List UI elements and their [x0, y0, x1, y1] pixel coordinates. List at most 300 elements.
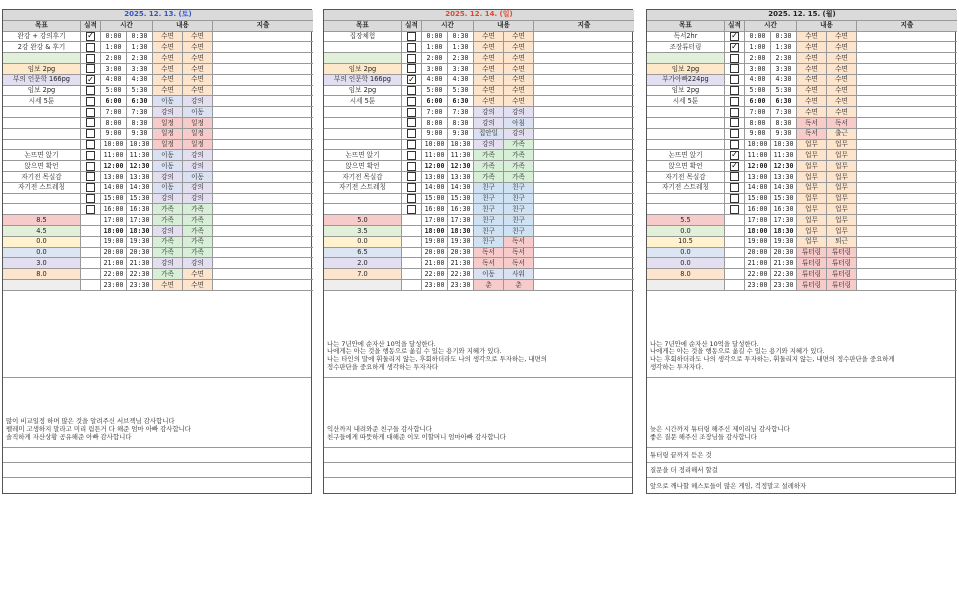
goal-cell[interactable]	[324, 140, 402, 151]
activity-cell[interactable]: 수면	[797, 75, 827, 86]
expense-cell[interactable]	[213, 204, 313, 215]
activity-cell[interactable]: 가족	[153, 237, 183, 248]
expense-cell[interactable]	[534, 269, 634, 280]
activity-cell[interactable]: 튜터링	[827, 258, 857, 269]
review-line[interactable]: 질문을 더 정리해서 할걸	[647, 463, 955, 478]
activity-cell[interactable]: 수면	[827, 64, 857, 75]
activity-cell[interactable]: 업무	[827, 140, 857, 151]
goal-cell[interactable]: 임보 2pg	[3, 86, 81, 97]
expense-cell[interactable]	[534, 194, 634, 205]
activity-cell[interactable]: 친구	[504, 183, 534, 194]
goal-cell[interactable]	[324, 53, 402, 64]
goal-cell[interactable]	[3, 280, 81, 291]
activity-cell[interactable]: 친구	[504, 215, 534, 226]
activity-cell[interactable]: 가족	[504, 172, 534, 183]
activity-cell[interactable]: 수면	[504, 42, 534, 53]
activity-cell[interactable]: 강의	[183, 161, 213, 172]
activity-cell[interactable]: 업무	[797, 150, 827, 161]
review-line[interactable]	[3, 448, 311, 463]
activity-cell[interactable]: 일정	[153, 140, 183, 151]
expense-cell[interactable]	[534, 183, 634, 194]
activity-cell[interactable]: 가족	[153, 248, 183, 259]
activity-cell[interactable]: 업무	[797, 215, 827, 226]
expense-cell[interactable]	[857, 150, 957, 161]
expense-cell[interactable]	[213, 269, 313, 280]
checkbox[interactable]	[86, 172, 95, 181]
checkbox[interactable]	[86, 54, 95, 63]
goal-cell[interactable]: 부가아빠224pg	[647, 75, 725, 86]
activity-cell[interactable]: 업무	[797, 194, 827, 205]
activity-cell[interactable]: 독서	[474, 258, 504, 269]
expense-cell[interactable]	[857, 118, 957, 129]
activity-cell[interactable]: 수면	[797, 53, 827, 64]
activity-cell[interactable]: 이동	[153, 161, 183, 172]
expense-cell[interactable]	[534, 42, 634, 53]
checkbox[interactable]	[730, 108, 739, 117]
goal-cell[interactable]	[324, 204, 402, 215]
expense-cell[interactable]	[857, 129, 957, 140]
expense-cell[interactable]	[534, 32, 634, 43]
activity-cell[interactable]: 일정	[153, 129, 183, 140]
checkbox[interactable]	[730, 54, 739, 63]
goal-cell[interactable]: 임보 2pg	[3, 64, 81, 75]
activity-cell[interactable]: 수면	[183, 269, 213, 280]
goal-cell[interactable]	[324, 194, 402, 205]
checkbox[interactable]	[407, 151, 416, 160]
checkbox[interactable]	[730, 86, 739, 95]
expense-cell[interactable]	[857, 107, 957, 118]
expense-cell[interactable]	[213, 118, 313, 129]
expense-cell[interactable]	[534, 53, 634, 64]
expense-cell[interactable]	[534, 258, 634, 269]
checkbox[interactable]	[86, 86, 95, 95]
checkbox[interactable]	[407, 108, 416, 117]
checkbox[interactable]	[86, 43, 95, 52]
checkbox[interactable]	[86, 151, 95, 160]
expense-cell[interactable]	[857, 269, 957, 280]
review-line[interactable]: 튜터링 끝까지 듣은 것	[647, 448, 955, 463]
activity-cell[interactable]: 수면	[474, 75, 504, 86]
activity-cell[interactable]: 수면	[153, 86, 183, 97]
goal-cell[interactable]: 시세 5툰	[3, 96, 81, 107]
activity-cell[interactable]: 친구	[474, 237, 504, 248]
checkbox[interactable]	[86, 64, 95, 73]
goal-cell[interactable]: 완강 + 강의후기	[3, 32, 81, 43]
activity-cell[interactable]: 수면	[504, 75, 534, 86]
goal-cell[interactable]	[647, 118, 725, 129]
activity-cell[interactable]: 업무	[827, 226, 857, 237]
activity-cell[interactable]: 튜터링	[797, 258, 827, 269]
checkbox[interactable]	[730, 205, 739, 214]
activity-cell[interactable]: 수면	[827, 32, 857, 43]
activity-cell[interactable]: 수면	[797, 107, 827, 118]
gratitude-note[interactable]	[3, 378, 311, 448]
goal-cell[interactable]: 3.0	[3, 258, 81, 269]
activity-cell[interactable]: 친구	[474, 194, 504, 205]
goal-cell[interactable]	[324, 280, 402, 291]
expense-cell[interactable]	[534, 215, 634, 226]
expense-cell[interactable]	[534, 107, 634, 118]
expense-cell[interactable]	[857, 215, 957, 226]
goal-cell[interactable]: 자기전 스트레칭	[647, 183, 725, 194]
activity-cell[interactable]: 가족	[183, 248, 213, 259]
activity-cell[interactable]: 이동	[474, 269, 504, 280]
expense-cell[interactable]	[857, 140, 957, 151]
expense-cell[interactable]	[213, 248, 313, 259]
checkbox[interactable]	[407, 194, 416, 203]
expense-cell[interactable]	[534, 161, 634, 172]
checkbox[interactable]	[730, 140, 739, 149]
expense-cell[interactable]	[857, 248, 957, 259]
expense-cell[interactable]	[213, 161, 313, 172]
goal-cell[interactable]: 4.5	[3, 226, 81, 237]
expense-cell[interactable]	[534, 96, 634, 107]
expense-cell[interactable]	[213, 75, 313, 86]
activity-cell[interactable]: 가족	[474, 161, 504, 172]
activity-cell[interactable]: 업무	[827, 150, 857, 161]
checkbox[interactable]	[407, 172, 416, 181]
activity-cell[interactable]: 튜터링	[797, 248, 827, 259]
activity-cell[interactable]: 업무	[797, 183, 827, 194]
review-line[interactable]	[324, 448, 632, 463]
checkbox[interactable]: ✓	[731, 161, 738, 171]
checkbox[interactable]	[407, 183, 416, 192]
activity-cell[interactable]: 독서	[827, 118, 857, 129]
activity-cell[interactable]: 튜터링	[797, 269, 827, 280]
activity-cell[interactable]: 이동	[153, 183, 183, 194]
goal-cell[interactable]: 2.0	[324, 258, 402, 269]
expense-cell[interactable]	[857, 53, 957, 64]
activity-cell[interactable]: 수면	[504, 53, 534, 64]
goal-cell[interactable]	[3, 118, 81, 129]
activity-cell[interactable]: 강의	[153, 172, 183, 183]
activity-cell[interactable]: 수면	[504, 86, 534, 97]
checkbox[interactable]	[407, 54, 416, 63]
activity-cell[interactable]: 가족	[183, 204, 213, 215]
activity-cell[interactable]: 독서	[504, 237, 534, 248]
goal-cell[interactable]: 자기전 목실감	[3, 172, 81, 183]
checkbox[interactable]	[407, 86, 416, 95]
goal-cell[interactable]: 논뜨면 앉기	[3, 150, 81, 161]
affirmation-note[interactable]	[3, 291, 311, 378]
goal-cell[interactable]: 집장체험	[324, 32, 402, 43]
activity-cell[interactable]: 독서	[504, 258, 534, 269]
activity-cell[interactable]: 수면	[153, 53, 183, 64]
expense-cell[interactable]	[857, 237, 957, 248]
goal-cell[interactable]: 0.0	[647, 248, 725, 259]
expense-cell[interactable]	[534, 280, 634, 291]
activity-cell[interactable]: 일정	[183, 118, 213, 129]
expense-cell[interactable]	[213, 280, 313, 291]
activity-cell[interactable]: 수면	[153, 42, 183, 53]
expense-cell[interactable]	[213, 86, 313, 97]
goal-cell[interactable]: 시세 5툰	[324, 96, 402, 107]
checkbox[interactable]	[86, 97, 95, 106]
activity-cell[interactable]: 튜터링	[827, 269, 857, 280]
expense-cell[interactable]	[534, 172, 634, 183]
activity-cell[interactable]: 수면	[183, 86, 213, 97]
activity-cell[interactable]: 수면	[827, 96, 857, 107]
checkbox[interactable]	[86, 129, 95, 138]
expense-cell[interactable]	[213, 226, 313, 237]
goal-cell[interactable]: 앉으면 확언	[3, 161, 81, 172]
activity-cell[interactable]: 업무	[827, 194, 857, 205]
goal-cell[interactable]: 8.0	[3, 269, 81, 280]
activity-cell[interactable]: 강의	[474, 140, 504, 151]
review-line[interactable]	[324, 478, 632, 493]
activity-cell[interactable]: 가족	[474, 150, 504, 161]
activity-cell[interactable]: 강의	[153, 258, 183, 269]
checkbox[interactable]	[407, 64, 416, 73]
expense-cell[interactable]	[213, 53, 313, 64]
goal-cell[interactable]	[647, 280, 725, 291]
activity-cell[interactable]: 친구	[474, 215, 504, 226]
checkbox[interactable]	[407, 140, 416, 149]
checkbox[interactable]	[730, 183, 739, 192]
activity-cell[interactable]: 수면	[797, 42, 827, 53]
activity-cell[interactable]: 수면	[797, 32, 827, 43]
activity-cell[interactable]: 강의	[153, 226, 183, 237]
activity-cell[interactable]: 수면	[827, 107, 857, 118]
activity-cell[interactable]: 업무	[797, 161, 827, 172]
expense-cell[interactable]	[534, 150, 634, 161]
checkbox[interactable]: ✓	[87, 74, 94, 84]
activity-cell[interactable]: 가족	[183, 226, 213, 237]
activity-cell[interactable]: 친구	[504, 194, 534, 205]
checkbox[interactable]	[86, 205, 95, 214]
checkbox[interactable]	[730, 129, 739, 138]
activity-cell[interactable]: 친구	[474, 226, 504, 237]
checkbox[interactable]: ✓	[731, 42, 738, 52]
expense-cell[interactable]	[857, 204, 957, 215]
activity-cell[interactable]: 강의	[183, 183, 213, 194]
goal-cell[interactable]	[3, 107, 81, 118]
expense-cell[interactable]	[534, 237, 634, 248]
goal-cell[interactable]	[324, 42, 402, 53]
activity-cell[interactable]: 수면	[797, 64, 827, 75]
checkbox[interactable]	[86, 162, 95, 171]
expense-cell[interactable]	[534, 204, 634, 215]
activity-cell[interactable]: 튜터링	[827, 248, 857, 259]
goal-cell[interactable]: 임보 2pg	[324, 64, 402, 75]
activity-cell[interactable]: 가족	[153, 269, 183, 280]
checkbox[interactable]	[86, 194, 95, 203]
activity-cell[interactable]: 수면	[183, 53, 213, 64]
expense-cell[interactable]	[534, 75, 634, 86]
expense-cell[interactable]	[213, 237, 313, 248]
checkbox[interactable]	[730, 64, 739, 73]
expense-cell[interactable]	[857, 194, 957, 205]
activity-cell[interactable]: 수면	[797, 96, 827, 107]
goal-cell[interactable]: 3.5	[324, 226, 402, 237]
expense-cell[interactable]	[857, 258, 957, 269]
expense-cell[interactable]	[213, 258, 313, 269]
gratitude-note[interactable]	[647, 378, 955, 448]
activity-cell[interactable]: 강의	[183, 96, 213, 107]
checkbox[interactable]	[407, 118, 416, 127]
activity-cell[interactable]: 출근	[827, 129, 857, 140]
goal-cell[interactable]	[324, 107, 402, 118]
goal-cell[interactable]: 임보 2pg	[647, 86, 725, 97]
expense-cell[interactable]	[857, 183, 957, 194]
activity-cell[interactable]: 독서	[504, 248, 534, 259]
checkbox[interactable]	[407, 205, 416, 214]
activity-cell[interactable]: 수면	[797, 86, 827, 97]
activity-cell[interactable]: 아침	[504, 118, 534, 129]
expense-cell[interactable]	[534, 118, 634, 129]
checkbox[interactable]: ✓	[731, 31, 738, 41]
checkbox[interactable]	[730, 97, 739, 106]
gratitude-note[interactable]	[324, 378, 632, 448]
activity-cell[interactable]: 수면	[153, 64, 183, 75]
goal-cell[interactable]: 임보 2pg	[324, 86, 402, 97]
expense-cell[interactable]	[213, 107, 313, 118]
expense-cell[interactable]	[534, 140, 634, 151]
activity-cell[interactable]: 업무	[797, 172, 827, 183]
expense-cell[interactable]	[857, 42, 957, 53]
goal-cell[interactable]	[647, 107, 725, 118]
activity-cell[interactable]: 수면	[153, 280, 183, 291]
goal-cell[interactable]: 시세 5툰	[647, 96, 725, 107]
activity-cell[interactable]: 업무	[827, 183, 857, 194]
activity-cell[interactable]: 업무	[827, 204, 857, 215]
goal-cell[interactable]: 2강 완강 & 후기	[3, 42, 81, 53]
activity-cell[interactable]: 수면	[183, 75, 213, 86]
goal-cell[interactable]: 논뜨면 앉기	[324, 150, 402, 161]
expense-cell[interactable]	[534, 248, 634, 259]
activity-cell[interactable]: 수면	[504, 96, 534, 107]
goal-cell[interactable]: 8.5	[3, 215, 81, 226]
goal-cell[interactable]	[3, 140, 81, 151]
expense-cell[interactable]	[534, 129, 634, 140]
goal-cell[interactable]: 독서2hr	[647, 32, 725, 43]
checkbox[interactable]: ✓	[731, 150, 738, 160]
activity-cell[interactable]: 독서	[797, 129, 827, 140]
activity-cell[interactable]: 수면	[183, 32, 213, 43]
activity-cell[interactable]: 강의	[183, 258, 213, 269]
checkbox[interactable]	[407, 32, 416, 41]
checkbox[interactable]	[730, 172, 739, 181]
goal-cell[interactable]: 임보 2pg	[647, 64, 725, 75]
activity-cell[interactable]: 가족	[153, 204, 183, 215]
checkbox[interactable]	[86, 140, 95, 149]
activity-cell[interactable]: 튜터링	[797, 280, 827, 291]
activity-cell[interactable]: 이동	[183, 107, 213, 118]
activity-cell[interactable]: 수면	[474, 32, 504, 43]
activity-cell[interactable]: 수면	[827, 53, 857, 64]
expense-cell[interactable]	[213, 215, 313, 226]
goal-cell[interactable]	[324, 118, 402, 129]
activity-cell[interactable]: 수면	[474, 42, 504, 53]
activity-cell[interactable]: 업무	[797, 204, 827, 215]
goal-cell[interactable]	[647, 204, 725, 215]
goal-cell[interactable]: 자기전 스트레칭	[324, 183, 402, 194]
expense-cell[interactable]	[857, 161, 957, 172]
goal-cell[interactable]: 조장튜터링	[647, 42, 725, 53]
checkbox[interactable]: ✓	[87, 31, 94, 41]
activity-cell[interactable]: 가족	[183, 237, 213, 248]
goal-cell[interactable]: 0.0	[3, 237, 81, 248]
checkbox[interactable]	[86, 183, 95, 192]
expense-cell[interactable]	[857, 86, 957, 97]
expense-cell[interactable]	[857, 64, 957, 75]
checkbox[interactable]	[730, 194, 739, 203]
goal-cell[interactable]	[647, 129, 725, 140]
expense-cell[interactable]	[857, 32, 957, 43]
expense-cell[interactable]	[213, 140, 313, 151]
checkbox[interactable]	[86, 118, 95, 127]
activity-cell[interactable]: 업무	[797, 140, 827, 151]
expense-cell[interactable]	[857, 280, 957, 291]
checkbox[interactable]: ✓	[408, 74, 415, 84]
activity-cell[interactable]: 업무	[827, 172, 857, 183]
activity-cell[interactable]: 이동	[183, 172, 213, 183]
activity-cell[interactable]: 춘	[474, 280, 504, 291]
affirmation-note[interactable]	[324, 291, 632, 378]
expense-cell[interactable]	[857, 172, 957, 183]
activity-cell[interactable]: 독서	[797, 118, 827, 129]
activity-cell[interactable]: 수면	[474, 86, 504, 97]
activity-cell[interactable]: 친구	[474, 183, 504, 194]
activity-cell[interactable]: 수면	[153, 32, 183, 43]
activity-cell[interactable]: 수면	[183, 64, 213, 75]
goal-cell[interactable]	[3, 204, 81, 215]
review-line[interactable]	[3, 478, 311, 493]
expense-cell[interactable]	[213, 96, 313, 107]
goal-cell[interactable]: 8.0	[647, 269, 725, 280]
activity-cell[interactable]: 가족	[504, 161, 534, 172]
checkbox[interactable]	[730, 118, 739, 127]
expense-cell[interactable]	[857, 226, 957, 237]
activity-cell[interactable]: 이동	[153, 150, 183, 161]
activity-cell[interactable]: 수면	[474, 64, 504, 75]
goal-cell[interactable]	[3, 194, 81, 205]
activity-cell[interactable]: 튜터링	[827, 280, 857, 291]
activity-cell[interactable]: 집안일	[474, 129, 504, 140]
activity-cell[interactable]: 수면	[474, 53, 504, 64]
activity-cell[interactable]: 업무	[797, 237, 827, 248]
activity-cell[interactable]: 강의	[153, 194, 183, 205]
goal-cell[interactable]: 0.0	[3, 248, 81, 259]
review-line[interactable]	[324, 463, 632, 478]
review-line[interactable]: 앞으로 깨나할 헤스토들이 많은 게임, 걱정말고 설레하자	[650, 481, 807, 490]
expense-cell[interactable]	[534, 226, 634, 237]
activity-cell[interactable]: 강의	[183, 194, 213, 205]
activity-cell[interactable]: 춘	[504, 280, 534, 291]
activity-cell[interactable]: 강의	[504, 129, 534, 140]
expense-cell[interactable]	[857, 75, 957, 86]
activity-cell[interactable]: 수면	[474, 96, 504, 107]
activity-cell[interactable]: 가족	[183, 215, 213, 226]
goal-cell[interactable]	[647, 194, 725, 205]
checkbox[interactable]	[407, 129, 416, 138]
expense-cell[interactable]	[534, 64, 634, 75]
checkbox[interactable]	[730, 75, 739, 84]
activity-cell[interactable]: 업무	[797, 226, 827, 237]
goal-cell[interactable]	[647, 53, 725, 64]
expense-cell[interactable]	[213, 32, 313, 43]
activity-cell[interactable]: 가족	[504, 140, 534, 151]
activity-cell[interactable]: 이동	[153, 96, 183, 107]
expense-cell[interactable]	[213, 42, 313, 53]
activity-cell[interactable]: 수면	[183, 280, 213, 291]
activity-cell[interactable]: 강의	[504, 107, 534, 118]
goal-cell[interactable]: 0.0	[647, 226, 725, 237]
expense-cell[interactable]	[534, 86, 634, 97]
expense-cell[interactable]	[213, 129, 313, 140]
goal-cell[interactable]: 10.5	[647, 237, 725, 248]
checkbox[interactable]	[407, 43, 416, 52]
